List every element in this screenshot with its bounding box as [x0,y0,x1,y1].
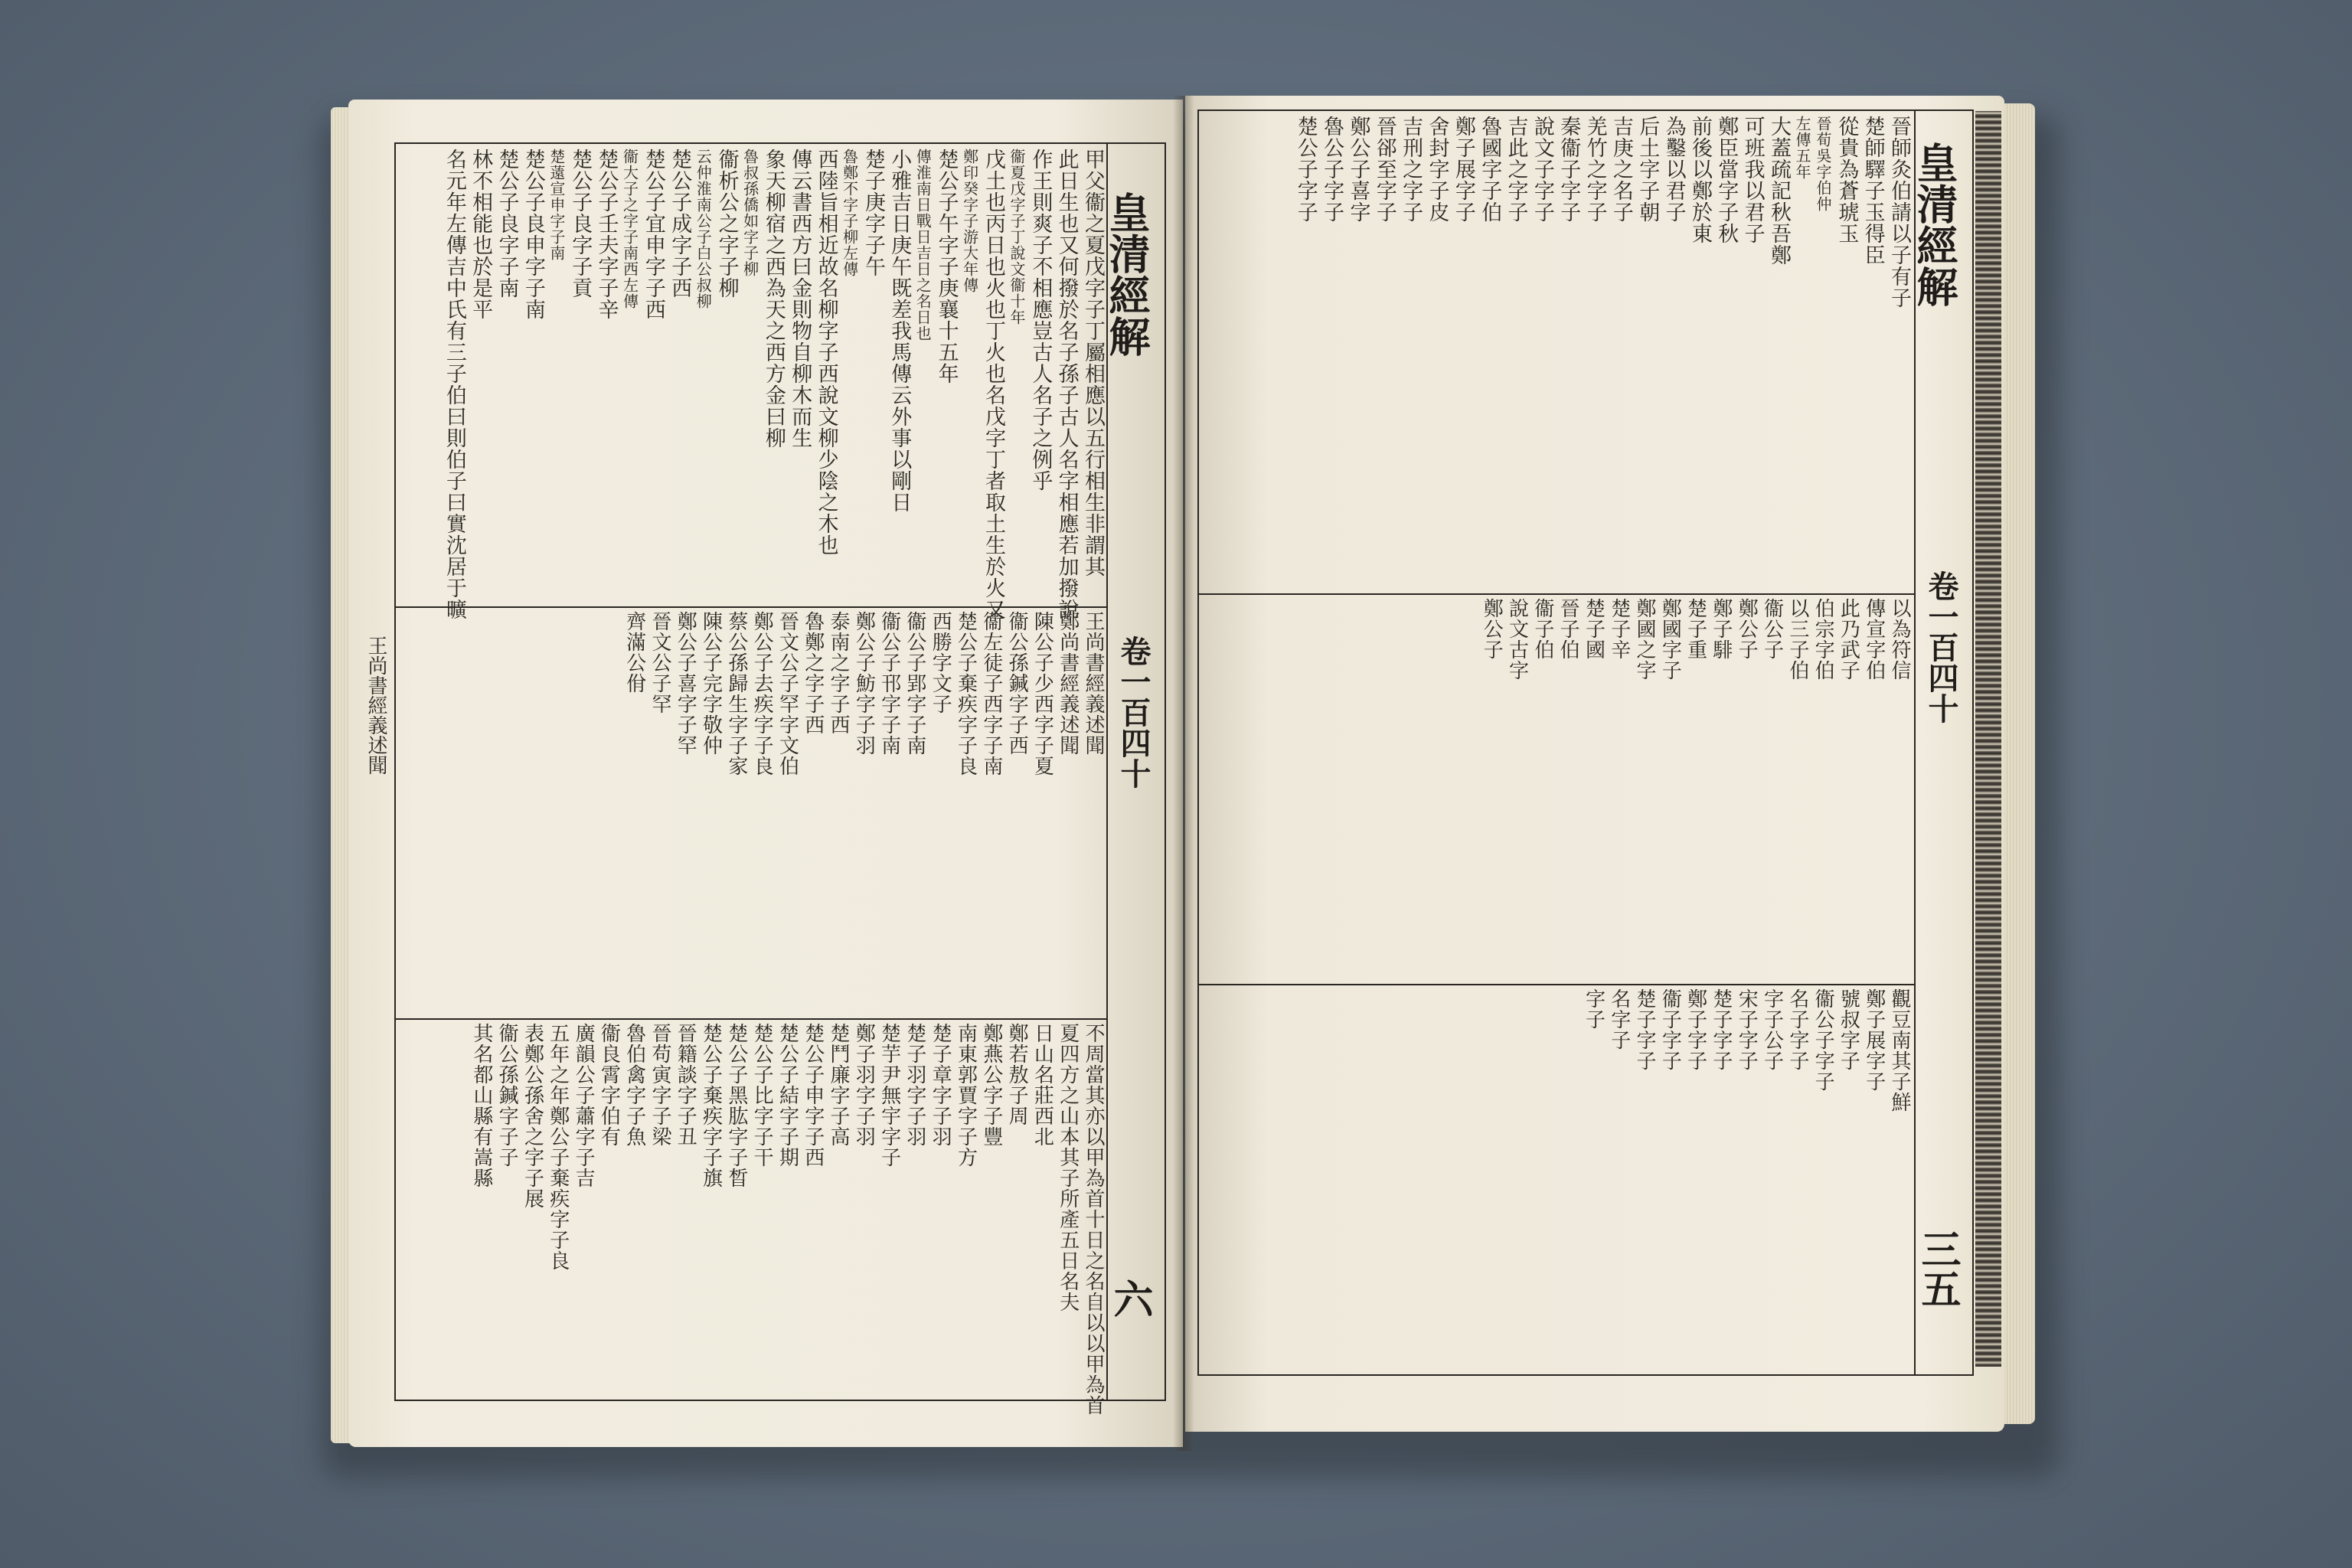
text-column: 鄭公子 [1480,598,1504,660]
text-column: 楚子羽字子羽 [903,1023,926,1147]
text-column: 魯伯禽字子魚 [622,1023,646,1147]
text-column: 楚公子壬夫字子辛 [594,149,619,320]
text-column: 名元年左傳吉中氏有三子伯曰則伯子曰實沈居于曠 [442,149,466,620]
left-register-middle-text [399,611,1103,1014]
text-column: 西陸旨相近故名柳字子西說文柳少陰之木也 [814,149,838,556]
text-column: 伯宗字伯 [1811,598,1835,681]
text-column: 號叔字子 [1837,988,1860,1071]
text-column: 鄭公子喜字子罕 [674,611,697,756]
text-column: 鄭燕公字子豐 [979,1023,1003,1147]
text-column: 夏四方之山本其子所產五日名夫 [1056,1023,1080,1312]
text-column: 魯叔孫僑如字子柳 [740,149,760,277]
right-page-folio: 三五 [1914,1229,1961,1308]
text-column: 此日生也又何撥於名子孫子古人名字相應若加撥說 [1054,149,1079,620]
left-page-volume-label: 卷一百四十 [1116,635,1152,789]
text-column: 可班我以君子 [1740,116,1765,244]
text-column: 宋子字子 [1735,988,1759,1071]
right-register-divider-2 [1197,984,1914,985]
text-column: 衞公孫鍼字子子 [495,1023,519,1168]
text-column: 陳公子完字敬仲 [699,611,723,756]
text-column: 鄭臣當字子秋 [1714,116,1739,244]
text-column: 衞公孫鍼字子西 [1005,611,1029,756]
text-column: 衞公子邗字子南 [877,611,901,756]
text-column: 鄭若敖子周 [1005,1023,1029,1126]
text-column: 舍封字子皮 [1425,116,1449,223]
text-column: 楚芋尹無宇字子 [877,1023,901,1168]
text-column: 大蓋疏記秋吾鄭 [1766,116,1791,266]
text-column: 楚公子棄疾字子旗 [699,1023,723,1188]
text-column: 傳宣字伯 [1862,598,1886,681]
text-column: 從貴為蒼琥玉 [1834,116,1859,244]
text-column: 楚鬥廉字子高 [827,1023,851,1147]
text-column: 說文古字 [1505,598,1529,681]
text-column: 楚子國 [1582,598,1606,660]
text-column: 衞公子 [1760,598,1784,660]
text-column: 鄭子字子 [1684,988,1707,1071]
text-column: 衞公子字子 [1811,988,1835,1092]
text-column: 戊土也丙日也火也丁火也名戊字丁者取土生於火又 [981,149,1005,620]
right-page [1185,96,2004,1432]
text-column: 楚公子申字子西 [801,1023,825,1168]
text-column: 晉郤至字子 [1372,116,1396,223]
text-column: 西勝字文子 [929,611,952,714]
text-column: 鄭印癸字子游大年傳 [960,149,979,293]
text-column: 魯國字子伯 [1478,116,1502,223]
text-column: 楚師驛子玉得臣 [1860,116,1885,266]
left-register-top-text [399,149,1105,620]
text-column: 衞良霄字伯有 [597,1023,621,1147]
text-column: 鄭國之字 [1633,598,1657,681]
text-column: 晉籍談字子丑 [674,1023,697,1147]
text-column: 廣韻公子蕭字子吉 [572,1023,596,1188]
text-column: 此乃武子 [1837,598,1860,681]
text-column: 林不相能也於是平 [469,149,493,320]
text-column: 其名都山縣有嵩縣 [469,1023,493,1188]
text-column: 楚公子宜申字子西 [641,149,665,320]
text-column: 鄭子展字子 [1862,988,1886,1092]
text-column: 楚公子良申字子南 [521,149,545,320]
text-column: 小雅吉日庚午既差我馬傳云外事以剛日 [887,149,912,513]
text-column: 楚公子成字子西 [668,149,692,299]
text-column: 晉文公子罕 [648,611,671,714]
text-column: 魯鄭之字子西 [801,611,825,735]
text-column: 楚子重 [1684,598,1707,660]
text-column: 名字子 [1607,988,1631,1050]
text-column: 鄭公子喜字 [1346,116,1370,223]
text-column: 衞夏戊字子丁說文衞十年 [1007,149,1026,325]
text-column: 泰南之字子西 [827,611,851,735]
right-page-volume-label: 卷一百四十 [1923,570,1959,724]
text-column: 字子公子 [1760,988,1784,1071]
left-page-colophon: 王尚書經義述聞 [364,635,387,775]
text-column: 吉庚之名子 [1609,116,1633,223]
text-column: 楚公子午字子庚襄十五年 [934,149,959,384]
text-column: 楚公子良字子南 [495,149,519,299]
text-column: 衞大子之字子南西左傳 [620,149,639,309]
text-column: 楚子庚字子午 [861,149,885,277]
text-column: 鄭子展字子 [1451,116,1475,223]
text-column: 楚子字子 [1709,988,1733,1071]
text-column: 蔡公孫歸生字子家 [724,611,748,776]
right-page-edges [2000,103,2035,1424]
text-column: 楚公子良字子貢 [568,149,593,299]
text-column: 字子 [1582,988,1606,1030]
text-column: 觀豆南其子鮮 [1888,988,1911,1112]
text-column: 為鑿以君子 [1661,116,1686,223]
text-column: 以三子伯 [1785,598,1809,681]
right-page-header-title: 皇清經解 [1910,142,1959,307]
text-column: 衞左徒子西字子南 [979,611,1003,776]
text-column: 鄭公子去疾字子良 [750,611,774,776]
text-column: 南東郭賈字子方 [954,1023,978,1168]
text-column: 云仲淮南公子白公叔柳 [694,149,713,309]
text-column: 作王則爽子不相應豈古人名子之例乎 [1028,149,1053,492]
left-register-bottom-text [399,1023,1105,1416]
text-column: 以為符信 [1888,598,1911,681]
text-column: 晉子伯 [1557,598,1580,660]
right-register-divider-1 [1197,593,1914,595]
text-column: 楚公子比字子干 [750,1023,774,1168]
text-column: 鄭公子魴字子羽 [852,611,876,756]
left-register-divider-2 [394,1018,1106,1020]
text-column: 吉此之字子 [1504,116,1528,223]
text-column: 楚子字子 [1633,988,1657,1071]
right-register-middle-text [1202,598,1909,979]
text-column: 楚公子字子 [1293,116,1318,223]
right-page-ink-bleed [1975,111,2001,1367]
text-column: 傳云書西方曰金則物自柳木而生 [788,149,812,449]
text-column: 王尚書經義述聞 [1082,611,1105,756]
left-page [348,100,1183,1447]
text-column: 說文子字子 [1530,116,1554,223]
text-column: 象天柳宿之西為天之西方金曰柳 [761,149,786,449]
text-column: 晉荀吳字伯仲 [1813,116,1832,212]
text-column: 鄭公子 [1735,598,1759,660]
text-column: 甲父衞之夏戊字子丁屬相應以五行相生非謂其 [1081,149,1105,577]
text-column: 鄭國字子 [1658,598,1682,681]
right-register-top-text [1202,116,1909,589]
text-column: 楚公子結字子期 [776,1023,799,1168]
text-column: 楚子辛 [1607,598,1631,660]
text-column: 左傳五年 [1792,116,1811,180]
text-column: 晉苟寅字子梁 [648,1023,671,1147]
text-column: 吉刑之字子 [1399,116,1423,223]
text-column: 楚公子黑肱字子晳 [724,1023,748,1188]
text-column: 鄭尚書經義述聞 [1056,611,1080,756]
text-column: 魯鄭不字子柳左傳 [840,149,859,277]
text-column: 前後以鄭於東 [1687,116,1712,244]
left-page-header-title: 皇清經解 [1102,191,1152,357]
text-column: 表鄭公孫舍之字子展 [521,1023,544,1209]
left-page-folio: 六 [1106,1279,1153,1318]
text-column: 衞子字子 [1658,988,1682,1071]
text-column: 五年之年鄭公子棄疾字子良 [546,1023,570,1271]
text-column: 名子字子 [1785,988,1809,1071]
text-column: 晉師灸伯請以子有子 [1887,116,1911,309]
text-column: 鄭子羽字子羽 [852,1023,876,1147]
text-column: 魯公子字子 [1320,116,1344,223]
text-column: 陳公子少西字子夏 [1031,611,1054,776]
text-column: 傳淮南日戰日吉日之名日也 [913,149,933,341]
text-column: 齊滿公佾 [622,611,646,694]
text-column: 后土字子朝 [1635,116,1660,223]
right-register-bottom-text [1202,988,1909,1368]
text-column: 羌竹之字子 [1583,116,1607,223]
text-column: 晉文公子罕字文伯 [776,611,799,776]
text-column: 楚公子棄疾字子良 [954,611,978,776]
text-column: 衞析公之字子柳 [714,149,739,299]
text-column: 不周當其亦以甲為首十日之名自以以甲為首 [1082,1023,1105,1416]
text-column: 秦衞子字子 [1557,116,1581,223]
text-column: 楚子章字子羽 [929,1023,952,1147]
text-column: 衞公子郢字子南 [903,611,926,756]
text-column: 日山名莊西北 [1031,1023,1054,1147]
text-column: 衞子伯 [1530,598,1554,660]
book-gutter [1173,96,1194,1451]
text-column: 楚薳宣申字子南 [547,149,566,261]
text-column: 鄭子騑 [1709,598,1733,660]
